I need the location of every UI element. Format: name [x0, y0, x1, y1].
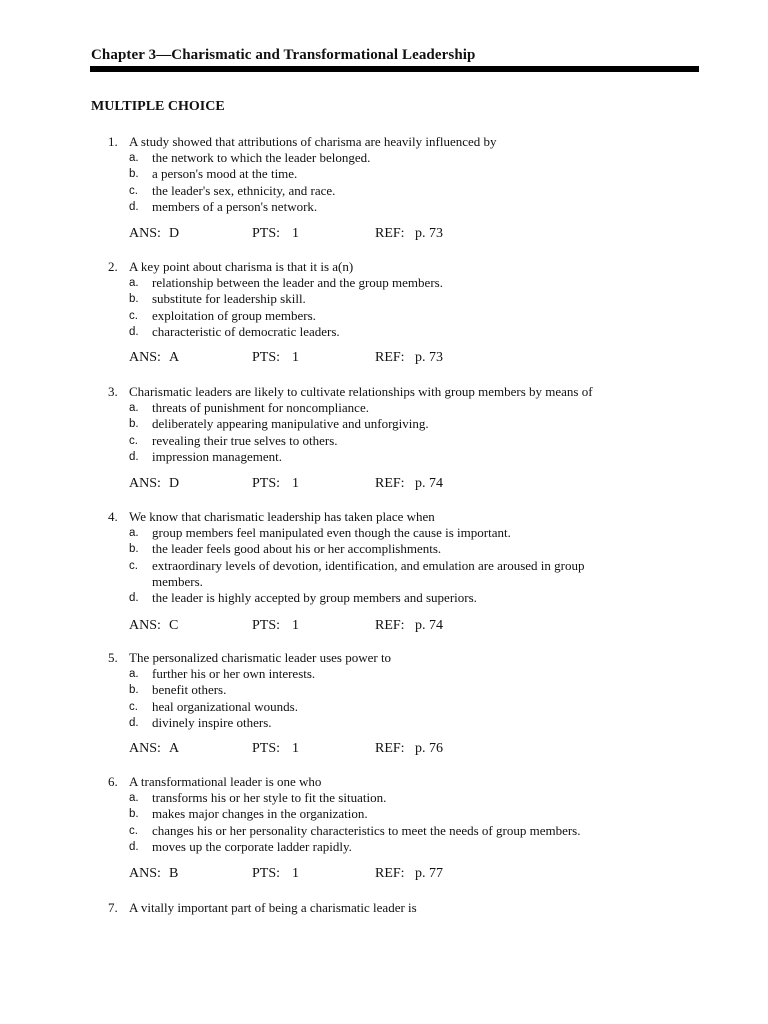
- ans-value: D: [169, 226, 180, 241]
- option-letter: a.: [129, 527, 139, 539]
- option-letter: d.: [129, 840, 139, 853]
- ref-label: REF:: [375, 350, 405, 365]
- question-number: 4.: [108, 509, 118, 524]
- question-number: 7.: [108, 900, 118, 915]
- option-c: [0, 183, 768, 199]
- option-text: exploitation of group members.: [152, 307, 316, 323]
- ref-label: REF:: [375, 866, 405, 881]
- option-b: [0, 416, 768, 432]
- option-letter: a.: [129, 152, 139, 164]
- question-stem: A transformational leader is one who: [129, 774, 322, 789]
- ans-value: D: [169, 476, 180, 491]
- option-letter: a.: [129, 792, 139, 804]
- option-d: [0, 324, 768, 340]
- option-letter: d.: [129, 325, 139, 338]
- option-text: divinely inspire others.: [152, 714, 272, 730]
- option-letter: a.: [129, 402, 139, 414]
- ref-label: REF:: [375, 476, 405, 491]
- section-title: MULTIPLE CHOICE: [91, 99, 225, 114]
- option-letter: b.: [129, 808, 139, 821]
- ans-label: ANS:: [129, 350, 161, 365]
- option-text: a person's mood at the time.: [152, 166, 298, 182]
- ref-value: p. 76: [415, 741, 443, 756]
- option-text: characteristic of democratic leaders.: [152, 323, 340, 339]
- option-letter: c.: [129, 700, 138, 713]
- option-a: [0, 150, 768, 166]
- pts-label: PTS:: [252, 866, 281, 881]
- ans-value: A: [169, 741, 180, 756]
- option-text: the leader is highly accepted by group members and superiors.: [152, 590, 477, 606]
- option-text: changes his or her personality characteristics to meet the needs of group members.: [152, 822, 581, 838]
- option-b: [0, 541, 768, 557]
- question-stem: We know that charismatic leadership has taken place when: [129, 509, 435, 524]
- ref-label: REF:: [375, 226, 405, 241]
- pts-value: 1: [292, 350, 299, 365]
- ref-label: REF:: [375, 741, 405, 756]
- option-c: [0, 699, 768, 715]
- ref-value: p. 73: [415, 226, 443, 241]
- pts-label: PTS:: [252, 476, 281, 491]
- option-letter: b.: [129, 543, 139, 556]
- option-text: members of a person's network.: [152, 198, 318, 214]
- answer-row: [0, 618, 768, 634]
- option-letter: c.: [129, 434, 138, 447]
- pts-value: 1: [292, 476, 299, 491]
- pts-value: 1: [292, 618, 299, 633]
- question-stem: A vitally important part of being a charismatic leader is: [129, 900, 417, 915]
- answer-row: [0, 226, 768, 242]
- answer-row: [0, 476, 768, 492]
- option-text: heal organizational wounds.: [152, 698, 298, 714]
- option-d: [0, 590, 768, 606]
- pts-label: PTS:: [252, 618, 281, 633]
- option-text: the network to which the leader belonged.: [152, 150, 371, 165]
- ans-value: B: [169, 866, 179, 881]
- option-letter: d.: [129, 592, 139, 605]
- option-list: [0, 275, 768, 340]
- answer-row: [0, 741, 768, 757]
- option-letter: b.: [129, 168, 139, 181]
- chapter-title: Chapter 3—Charismatic and Transformational Leadership: [91, 47, 476, 63]
- pts-label: PTS:: [252, 226, 281, 241]
- ans-label: ANS:: [129, 618, 161, 633]
- ref-label: REF:: [375, 618, 405, 633]
- question-number: 2.: [108, 259, 118, 274]
- option-c: [0, 823, 768, 839]
- option-d: [0, 199, 768, 215]
- ans-label: ANS:: [129, 741, 161, 756]
- option-text: benefit others.: [152, 682, 227, 698]
- option-letter: b.: [129, 684, 139, 697]
- option-text: relationship between the leader and the group members.: [152, 275, 443, 290]
- option-b: [0, 682, 768, 698]
- option-a: [0, 400, 768, 416]
- answer-row: [0, 350, 768, 366]
- option-list: [0, 666, 768, 731]
- option-letter: d.: [129, 200, 139, 213]
- option-text: group members feel manipulated even though the cause is important.: [152, 525, 511, 540]
- option-text: makes major changes in the organization.: [152, 806, 368, 822]
- ref-value: p. 73: [415, 350, 443, 365]
- ref-value: p. 74: [415, 618, 443, 633]
- option-a: [0, 790, 768, 806]
- pts-value: 1: [292, 226, 299, 241]
- option-letter: a.: [129, 668, 139, 680]
- option-text: deliberately appearing manipulative and unforgiving.: [152, 416, 429, 432]
- pts-label: PTS:: [252, 741, 281, 756]
- option-letter: b.: [129, 418, 139, 431]
- question-stem: A key point about charisma is that it is a(n): [129, 259, 354, 274]
- option-list: [0, 525, 768, 606]
- option-text: further his or her own interests.: [152, 666, 316, 681]
- option-b: [0, 166, 768, 182]
- option-d: [0, 839, 768, 855]
- option-text: the leader's sex, ethnicity, and race.: [152, 182, 336, 198]
- option-letter: c.: [129, 559, 138, 572]
- option-c: [0, 558, 768, 591]
- option-list: [0, 790, 768, 855]
- option-b: [0, 291, 768, 307]
- option-a: [0, 666, 768, 682]
- question-number: 3.: [108, 384, 118, 399]
- option-text: transforms his or her style to fit the situation.: [152, 790, 387, 805]
- ans-value: C: [169, 618, 179, 633]
- option-text: the leader feels good about his or her accomplishments.: [152, 541, 442, 557]
- ref-value: p. 77: [415, 866, 443, 881]
- ans-label: ANS:: [129, 866, 161, 881]
- ans-label: ANS:: [129, 476, 161, 491]
- option-text: revealing their true selves to others.: [152, 432, 338, 448]
- ref-value: p. 74: [415, 476, 443, 491]
- option-letter: d.: [129, 716, 139, 729]
- option-d: [0, 449, 768, 465]
- option-letter: b.: [129, 293, 139, 306]
- option-c: [0, 433, 768, 449]
- option-c: [0, 308, 768, 324]
- option-list: [0, 400, 768, 465]
- pts-value: 1: [292, 866, 299, 881]
- option-text: substitute for leadership skill.: [152, 291, 306, 307]
- ans-value: A: [169, 350, 180, 365]
- option-text: threats of punishment for noncompliance.: [152, 400, 369, 415]
- pts-label: PTS:: [252, 350, 281, 365]
- option-text: moves up the corporate ladder rapidly.: [152, 838, 352, 854]
- answer-row: [0, 866, 768, 882]
- question-stem: The personalized charismatic leader uses power to: [129, 650, 392, 665]
- question-number: 6.: [108, 774, 118, 789]
- question-number: 1.: [108, 134, 118, 149]
- question-number: 5.: [108, 650, 118, 665]
- question-stem: A study showed that attributions of charisma are heavily influenced by: [129, 134, 497, 149]
- question-stem: Charismatic leaders are likely to cultivate relationships with group members by means of: [129, 384, 593, 399]
- option-letter: d.: [129, 450, 139, 463]
- option-a: [0, 275, 768, 291]
- option-list: [0, 150, 768, 215]
- option-letter: c.: [129, 824, 138, 837]
- option-letter: c.: [129, 184, 138, 197]
- pts-value: 1: [292, 741, 299, 756]
- option-text: extraordinary levels of devotion, identification, and emulation are aroused in group members.: [152, 557, 585, 589]
- option-text: impression management.: [152, 448, 282, 464]
- option-a: [0, 525, 768, 541]
- option-b: [0, 806, 768, 822]
- option-letter: a.: [129, 277, 139, 289]
- option-d: [0, 715, 768, 731]
- ans-label: ANS:: [129, 226, 161, 241]
- option-letter: c.: [129, 309, 138, 322]
